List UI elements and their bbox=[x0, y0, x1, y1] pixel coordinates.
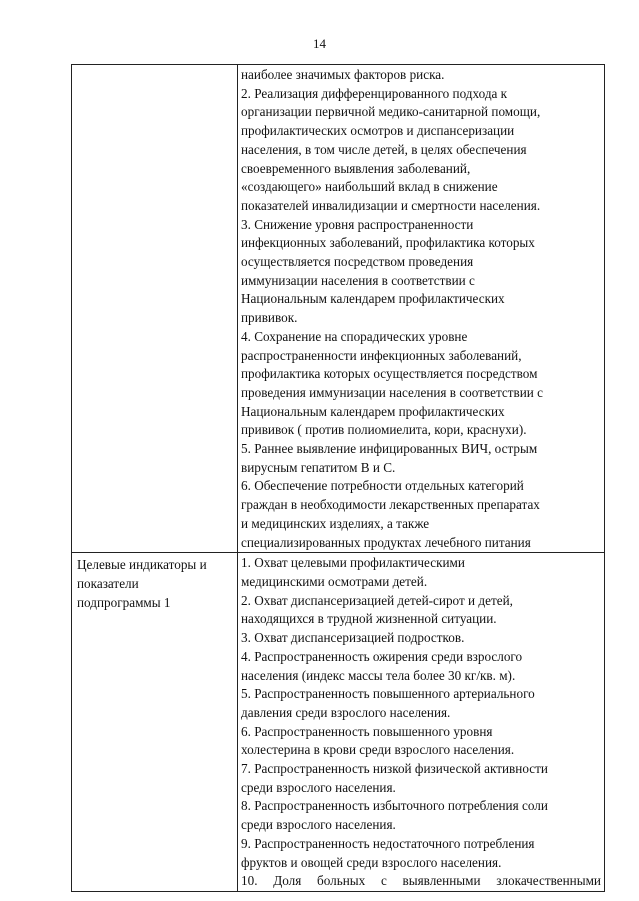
text-line: населения (индекс массы тела более 30 кг/кв. м). bbox=[241, 667, 516, 683]
text-line: 3. Охват диспансеризацией подростков. bbox=[241, 630, 465, 646]
text-line: показателей инвалидизации и смертности населения. bbox=[241, 197, 541, 213]
text-line: 1. Охват целевыми профилактическими bbox=[241, 555, 465, 571]
text-line: 3. Снижение уровня распространенности bbox=[241, 216, 474, 232]
text-line: находящихся в трудной жизненной ситуации. bbox=[241, 611, 497, 627]
text-line: давления среди взрослого населения. bbox=[241, 704, 451, 720]
text-line: 4. Сохранение на спорадических уровне bbox=[241, 328, 468, 344]
row-label-line: показатели bbox=[77, 575, 139, 591]
page-number: 14 bbox=[313, 36, 326, 51]
text-line: вирусным гепатитом В и С. bbox=[241, 459, 396, 475]
text-line: и медицинских изделиях, а также bbox=[241, 515, 430, 531]
row-label-line: Целевые индикаторы и bbox=[77, 557, 207, 573]
subprogram-table bbox=[71, 64, 605, 892]
text-line: 2. Реализация дифференцированного подхода к bbox=[241, 85, 508, 101]
text-line: холестерина в крови среди взрослого населения. bbox=[241, 742, 515, 758]
text-line: 4. Распространенность ожирения среди взрослого bbox=[241, 648, 523, 664]
text-line: 5. Раннее выявление инфицированных ВИЧ, острым bbox=[241, 441, 538, 457]
table-row bbox=[72, 553, 605, 892]
text-line: «создающего» наибольший вклад в снижение bbox=[241, 179, 498, 195]
text-line: граждан в необходимости лекарственных препаратах bbox=[241, 497, 540, 513]
text-line: инфекционных заболеваний, профилактика которых bbox=[241, 235, 535, 251]
row-content-cell bbox=[238, 553, 605, 892]
text-line: прививок ( против полиомиелита, кори, краснухи). bbox=[241, 422, 527, 438]
text-line: 10. Доля больных с выявленными злокачественными bbox=[241, 873, 601, 889]
text-line: распространенности инфекционных заболеваний, bbox=[241, 347, 522, 363]
table-row bbox=[72, 65, 605, 553]
row-label-cell bbox=[72, 65, 238, 553]
text-line: профилактика которых осуществляется посредством bbox=[241, 366, 538, 382]
text-line: прививок. bbox=[241, 310, 298, 326]
text-line: 8. Распространенность избыточного потребления соли bbox=[241, 798, 548, 814]
text-line: фруктов и овощей среди взрослого населения. bbox=[241, 854, 502, 870]
text-line: населения, в том числе детей, в целях обеспечения bbox=[241, 141, 527, 157]
row-label-cell bbox=[72, 553, 238, 892]
text-line: Национальным календарем профилактических bbox=[241, 403, 505, 419]
text-line: среди взрослого населения. bbox=[241, 817, 396, 833]
text-line: наиболее значимых факторов риска. bbox=[241, 67, 445, 82]
text-line: профилактических осмотров и диспансеризации bbox=[241, 123, 515, 139]
text-line: 5. Распространенность повышенного артериального bbox=[241, 686, 535, 702]
text-line: специализированных продуктах лечебного питания bbox=[241, 534, 531, 550]
text-line: медицинскими осмотрами детей. bbox=[241, 573, 428, 589]
text-line: 7. Распространенность низкой физической активности bbox=[241, 761, 548, 777]
row-label-line: подпрограммы 1 bbox=[77, 594, 171, 610]
text-line: 6. Распространенность повышенного уровня bbox=[241, 723, 493, 739]
text-line: среди взрослого населения. bbox=[241, 779, 396, 795]
text-line: иммунизации населения в соответствии с bbox=[241, 272, 475, 288]
text-line: осуществляется посредством проведения bbox=[241, 254, 474, 270]
row-content-cell bbox=[238, 65, 605, 553]
text-line: организации первичной медико-санитарной помощи, bbox=[241, 104, 541, 120]
text-line: 2. Охват диспансеризацией детей-сирот и детей, bbox=[241, 592, 513, 608]
text-line: 9. Распространенность недостаточного потребления bbox=[241, 835, 535, 851]
text-line: Национальным календарем профилактических bbox=[241, 291, 505, 307]
text-line: своевременного выявления заболеваний, bbox=[241, 160, 471, 176]
text-line: 6. Обеспечение потребности отдельных категорий bbox=[241, 478, 524, 494]
text-line: проведения иммунизации населения в соответствии с bbox=[241, 384, 543, 400]
